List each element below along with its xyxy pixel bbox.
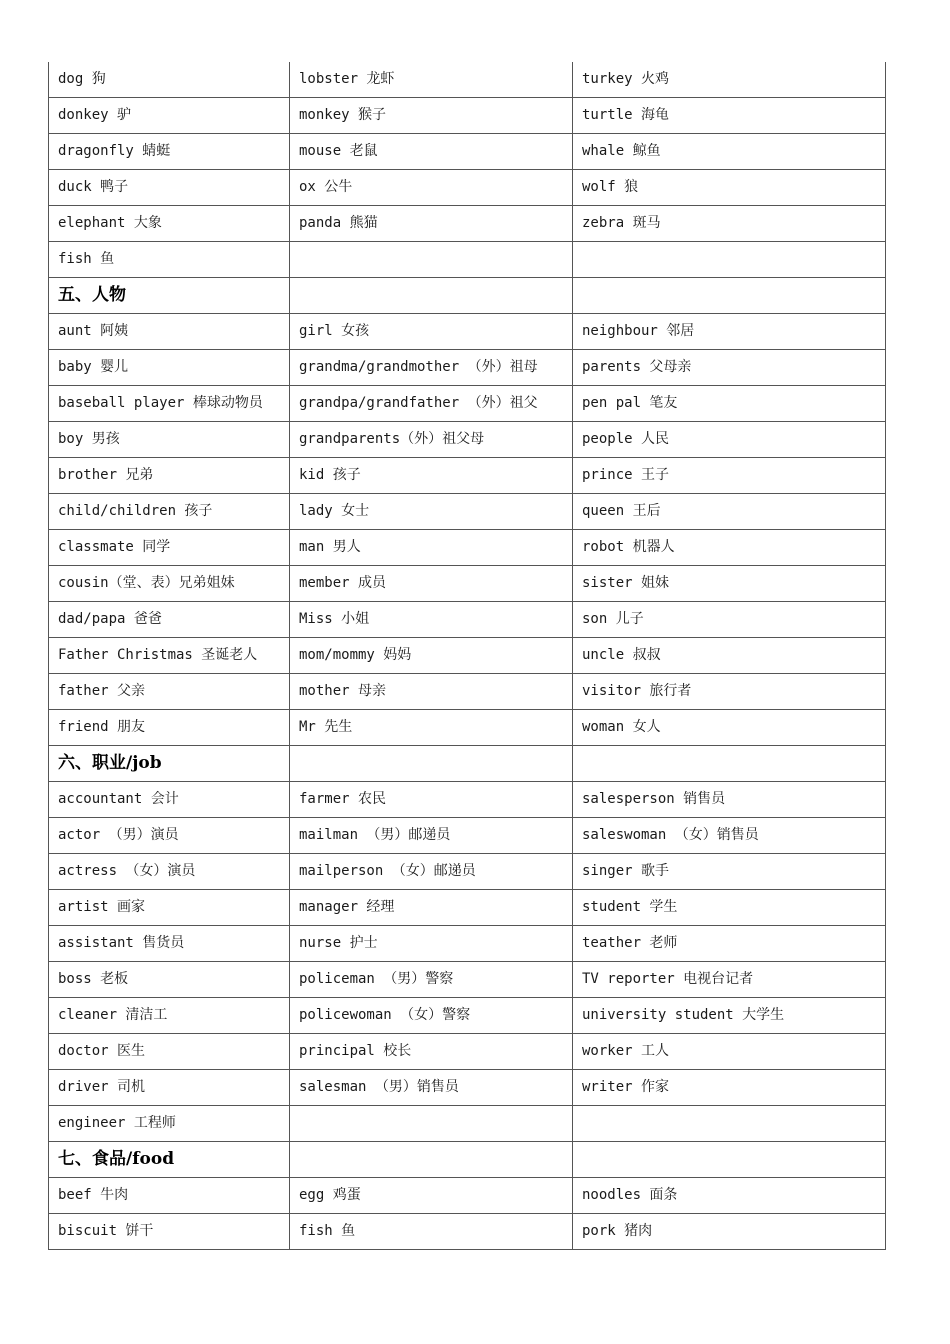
table-row [49,1070,886,1106]
vocab-entry: artist 画家 [49,890,290,926]
empty-cell [290,278,573,314]
vocab-entry: dragonfly 蜻蜓 [49,134,290,170]
table-row [49,458,886,494]
vocab-entry: father 父亲 [49,674,290,710]
vocab-entry: member 成员 [290,566,573,602]
vocab-entry: Father Christmas 圣诞老人 [49,638,290,674]
empty-cell [573,1106,886,1142]
table-row [49,494,886,530]
vocab-entry: cleaner 清洁工 [49,998,290,1034]
vocab-entry: boss 老板 [49,962,290,998]
vocab-entry: doctor 医生 [49,1034,290,1070]
empty-cell [573,1142,886,1178]
vocab-entry: policeman （男）警察 [290,962,573,998]
vocab-entry: aunt 阿姨 [49,314,290,350]
section-heading-row [49,278,886,314]
vocab-entry: TV reporter 电视台记者 [573,962,886,998]
vocab-entry: principal 校长 [290,1034,573,1070]
vocab-entry: student 学生 [573,890,886,926]
vocab-entry: saleswoman （女）销售员 [573,818,886,854]
vocab-entry: driver 司机 [49,1070,290,1106]
vocab-entry: farmer 农民 [290,782,573,818]
vocab-entry: noodles 面条 [573,1178,886,1214]
vocab-entry: woman 女人 [573,710,886,746]
empty-cell [573,242,886,278]
vocab-entry: mailman （男）邮递员 [290,818,573,854]
table-row [49,386,886,422]
table-row [49,602,886,638]
empty-cell [290,746,573,782]
vocab-entry: mother 母亲 [290,674,573,710]
section-heading: 七、食品/food [49,1142,290,1178]
vocab-entry: uncle 叔叔 [573,638,886,674]
table-row [49,674,886,710]
vocab-entry: brother 兄弟 [49,458,290,494]
vocab-entry: egg 鸡蛋 [290,1178,573,1214]
table-row [49,1106,886,1142]
vocab-entry: manager 经理 [290,890,573,926]
vocab-entry: queen 王后 [573,494,886,530]
vocab-entry: baby 婴儿 [49,350,290,386]
vocab-entry: grandma/grandmother （外）祖母 [290,350,573,386]
vocab-entry: mom/mommy 妈妈 [290,638,573,674]
vocab-entry: friend 朋友 [49,710,290,746]
vocab-entry: fish 鱼 [290,1214,573,1250]
table-row [49,566,886,602]
vocab-entry: people 人民 [573,422,886,458]
vocab-entry: duck 鸭子 [49,170,290,206]
vocab-entry: pork 猪肉 [573,1214,886,1250]
table-row [49,206,886,242]
vocab-entry: donkey 驴 [49,98,290,134]
vocab-entry: monkey 猴子 [290,98,573,134]
table-row [49,962,886,998]
section-heading-row [49,746,886,782]
vocab-entry: accountant 会计 [49,782,290,818]
section-heading-row [49,1142,886,1178]
table-row [49,314,886,350]
vocab-entry: policewoman （女）警察 [290,998,573,1034]
vocab-entry: zebra 斑马 [573,206,886,242]
vocab-entry: grandparents（外）祖父母 [290,422,573,458]
vocab-entry: biscuit 饼干 [49,1214,290,1250]
vocab-entry: lady 女士 [290,494,573,530]
vocab-entry: kid 孩子 [290,458,573,494]
table-row [49,530,886,566]
table-row [49,134,886,170]
table-row [49,998,886,1034]
vocab-entry: mailperson （女）邮递员 [290,854,573,890]
table-row [49,1034,886,1070]
vocabulary-table-body [49,62,886,1250]
vocab-entry: actor （男）演员 [49,818,290,854]
vocab-entry: assistant 售货员 [49,926,290,962]
vocab-entry: baseball player 棒球动物员 [49,386,290,422]
vocab-entry: man 男人 [290,530,573,566]
vocab-entry: boy 男孩 [49,422,290,458]
table-row [49,422,886,458]
empty-cell [573,746,886,782]
vocab-entry: Miss 小姐 [290,602,573,638]
table-row [49,242,886,278]
vocab-entry: robot 机器人 [573,530,886,566]
empty-cell [290,242,573,278]
vocab-entry: singer 歌手 [573,854,886,890]
vocab-entry: whale 鲸鱼 [573,134,886,170]
empty-cell [290,1106,573,1142]
vocab-entry: visitor 旅行者 [573,674,886,710]
table-row [49,854,886,890]
empty-cell [573,278,886,314]
vocab-entry: actress （女）演员 [49,854,290,890]
vocab-entry: nurse 护士 [290,926,573,962]
vocab-entry: prince 王子 [573,458,886,494]
table-row [49,1178,886,1214]
table-row [49,98,886,134]
table-row [49,890,886,926]
vocab-entry: engineer 工程师 [49,1106,290,1142]
empty-cell [290,1142,573,1178]
table-row [49,638,886,674]
vocab-entry: sister 姐妹 [573,566,886,602]
vocab-entry: Mr 先生 [290,710,573,746]
section-heading: 六、职业/job [49,746,290,782]
vocab-entry: son 儿子 [573,602,886,638]
vocab-entry: neighbour 邻居 [573,314,886,350]
vocab-entry: writer 作家 [573,1070,886,1106]
table-row [49,782,886,818]
vocab-entry: salesman （男）销售员 [290,1070,573,1106]
vocab-entry: salesperson 销售员 [573,782,886,818]
vocab-entry: worker 工人 [573,1034,886,1070]
vocab-entry: ox 公牛 [290,170,573,206]
vocab-entry: child/children 孩子 [49,494,290,530]
vocab-entry: parents 父母亲 [573,350,886,386]
vocab-entry: dog 狗 [49,62,290,98]
table-row [49,818,886,854]
vocab-entry: fish 鱼 [49,242,290,278]
vocab-entry: panda 熊猫 [290,206,573,242]
vocab-entry: dad/papa 爸爸 [49,602,290,638]
vocab-entry: grandpa/grandfather （外）祖父 [290,386,573,422]
table-row [49,710,886,746]
vocab-entry: mouse 老鼠 [290,134,573,170]
vocab-entry: turtle 海龟 [573,98,886,134]
vocab-entry: beef 牛肉 [49,1178,290,1214]
table-row [49,62,886,98]
vocab-entry: classmate 同学 [49,530,290,566]
vocab-entry: teather 老师 [573,926,886,962]
vocab-entry: university student 大学生 [573,998,886,1034]
vocab-entry: wolf 狼 [573,170,886,206]
vocab-entry: elephant 大象 [49,206,290,242]
vocab-entry: turkey 火鸡 [573,62,886,98]
vocab-entry: girl 女孩 [290,314,573,350]
vocab-entry: cousin（堂、表）兄弟姐妹 [49,566,290,602]
table-row [49,926,886,962]
vocab-entry: pen pal 笔友 [573,386,886,422]
section-heading: 五、人物 [49,278,290,314]
table-row [49,170,886,206]
table-row [49,1214,886,1250]
vocab-entry: lobster 龙虾 [290,62,573,98]
vocabulary-table [48,62,886,1250]
table-row [49,350,886,386]
